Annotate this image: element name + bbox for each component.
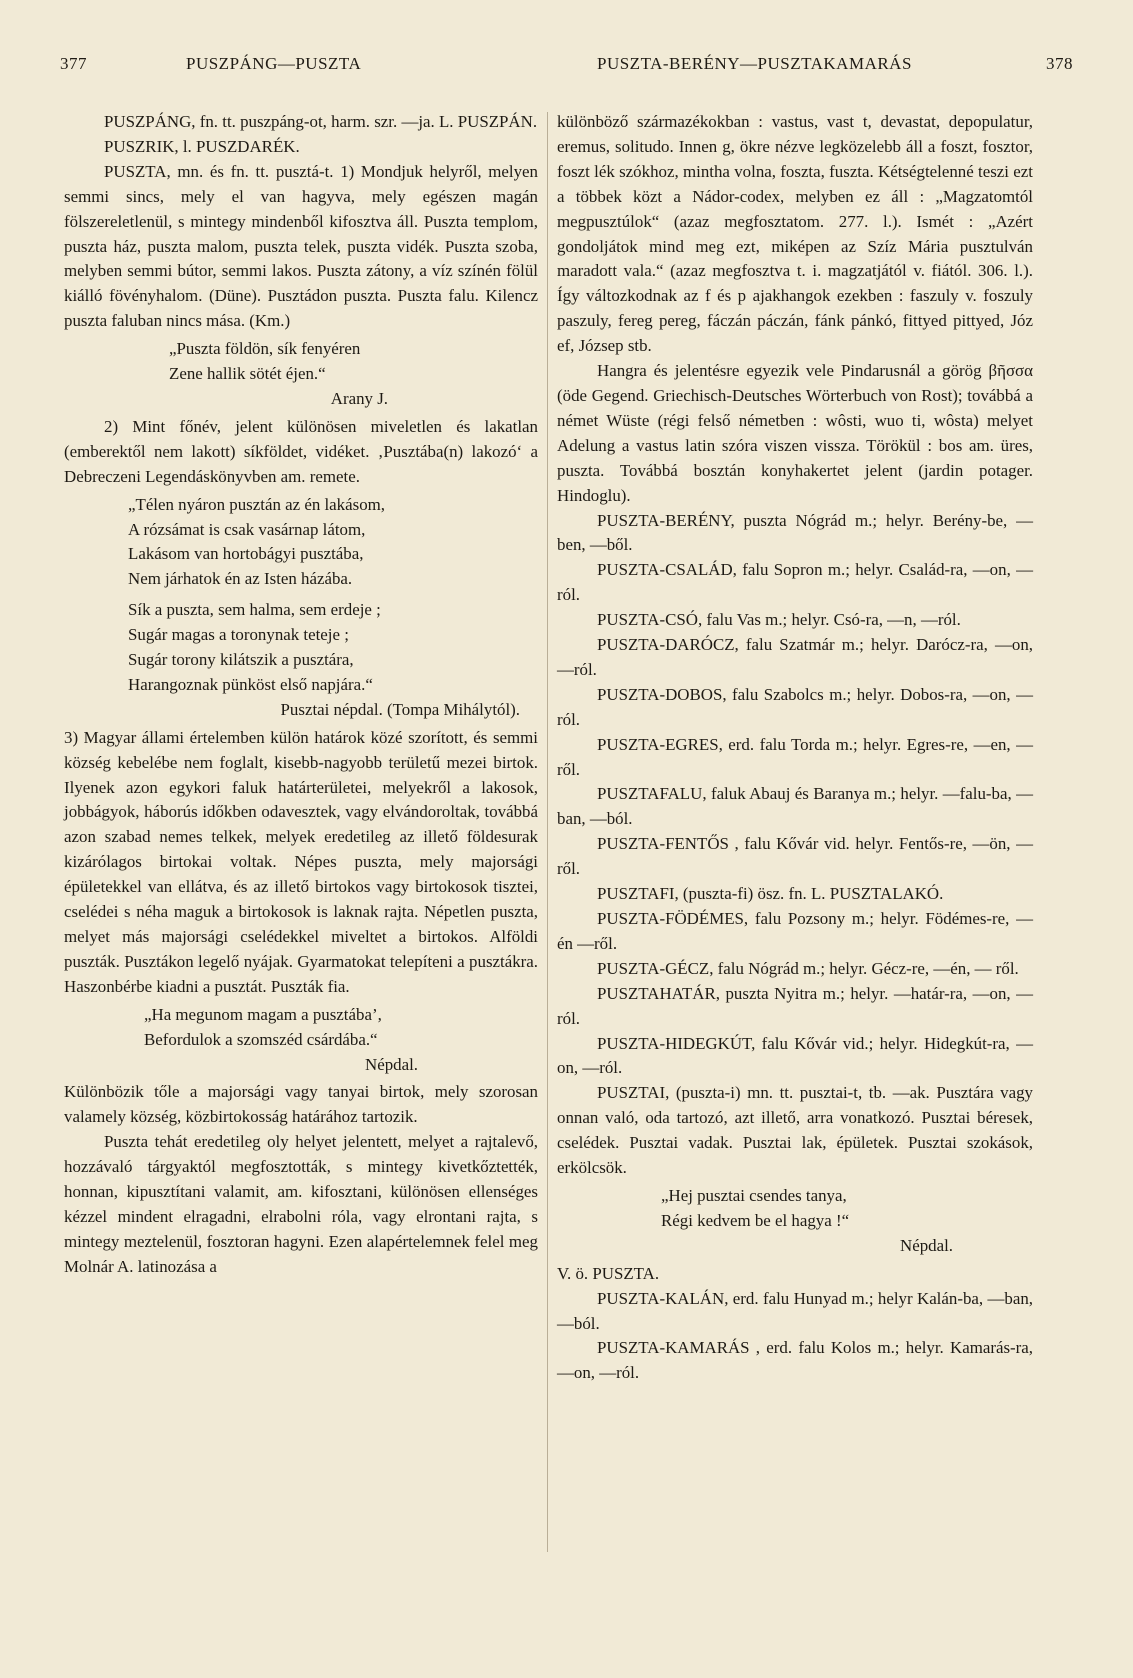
entry-pusztai: PUSZTAI, (puszta-i) mn. tt. pusztai-t, tb. —ak. Pusztára vagy onnan való, oda tartozó, azt illető, arra vonatkozó. Pusztai béresek, cselédek. Pusztai vadak. Pusztai lak, épületek. Pusztai szokások, erkölcsök. (557, 1083, 1033, 1178)
verse-line: Zene hallik sötét éjen.“ (169, 364, 326, 384)
entry-puszta-definition-3: 3) Magyar állami értelemben külön határok közé szorított, és semmi község kebelébe nem foglalt, kisebb-nagyobb területű mezei birtok. Ilyenek azon egykori faluk határterületei, melyekről a lakosok, jobbágyok, háborús időkben odavesztek, vagy elvándoroltak, továbbá azon szabad nemes telkek, melyek eredetileg az illető földesurak kizárólagos birtokai voltak. Népes puszta, mely majorsági épületekkel van ellátva, és az illető birtokos vagy birtokosok tisztei, cselédei s néha maguk a birtokosok is laknak rajta. Népetlen puszta, melyet más majorsági cselédekkel miveltet a birtokos. Alföldi puszták. Pusztákon legelő nyájak. Gyarmatokat telepíteni a pusztákra. Haszonbérbe kiadni a pusztát. Puszták fia. (64, 727, 538, 996)
entry-puszta-kalan: PUSZTA-KALÁN, erd. falu Hunyad m.; helyr Kalán-ba, —ban, —ból. (557, 1288, 1033, 1333)
verse-line: Nem járhatok én az Isten házába. (128, 569, 353, 589)
entry-puszta-fentos: PUSZTA-FENTŐS , falu Kővár vid. helyr. Fentős-re, —ön, — ről. (557, 834, 1033, 879)
entry-puszta-kamaras: PUSZTA-KAMARÁS , erd. falu Kolos m.; helyr. Kamarás-ra, —on, —ról. (557, 1338, 1033, 1383)
entry-puszta-dobos: PUSZTA-DOBOS, falu Szabolcs m.; helyr. Dobos-ra, —on, —ról. (557, 684, 1033, 729)
entry-pusztafi: PUSZTAFI, (puszta-fi) ösz. fn. L. PUSZTALAKÓ. (597, 884, 944, 904)
entry-puszta-hidegkut: PUSZTA-HIDEGKÚT, falu Kővár vid.; helyr. Hidegkút-ra, — on, —ról. (557, 1033, 1033, 1078)
verse-line: A rózsámat is csak vasárnap látom, (128, 519, 366, 539)
column-divider (547, 112, 548, 1552)
verse-line: Harangoznak pünköst első napjára.“ (128, 674, 373, 694)
entry-pusztahatar: PUSZTAHATÁR, puszta Nyitra m.; helyr. —határ-ra, —on, —ról. (557, 983, 1033, 1028)
left-column (64, 110, 538, 1280)
entry-puszta-definition-1: PUSZTA, mn. és fn. tt. pusztá-t. 1) Mondjuk helyről, melyen semmi sincs, mely el van hagyva, mely egészen magán fölszereletlenül, s mintegy mindenből kifosztva áll. Puszta templom, puszta ház, puszta malom, puszta telek, puszta vidék. Puszta szoba, melyben semmi bútor, semmi lakos. Puszta zátony, a víz színén fölül kiálló fövényhalom. (Düne). Pusztádon puszta. Puszta falu. Kilencz puszta faluban nincs mása. (Km.) (64, 161, 538, 331)
left-page-number: 377 (60, 54, 87, 73)
paragraph-kulonbozik: Különbözik tőle a majorsági vagy tanyai birtok, mely szorosan valamely község, közbirtokosság határához tartozik. (64, 1082, 538, 1127)
running-header (60, 54, 1073, 88)
verse-line: Sugár torony kilátszik a pusztára, (128, 650, 354, 670)
entry-puszta-definition-2: 2) Mint főnév, jelent különösen miveletlen és lakatlan (emberektől nem lakott) síkföldet, vidéket. ‚Pusztába(n) lakozó‘ a Debreczeni Legendáskönyvben am. remete. (64, 416, 538, 486)
entry-puszta-darocz: PUSZTA-DARÓCZ, falu Szatmár m.; helyr. Darócz-ra, —on, —ról. (557, 635, 1033, 679)
verse-arany (64, 337, 538, 412)
verse-source: Népdal. (365, 1054, 418, 1074)
paragraph-continuation: különböző származékokban : vastus, vast t, devastat, depopulatur, eremus, solitudo. Innen g, ökre nézve legközelebb áll a foszt, fosztor, foszt lék szókhoz, mintha volna, foszta, fuszta. Kétségtelenné teszi ezt a többek közt a Nádor-codex, melyben ez áll : „Magzatomtól megpusztúlok“ (azaz megfosztatom. 277. l.). Ismét : „Azért gondoljátok mind meg ezt, miképen az Szíz Mária pusztulván maradott vala.“ (azaz megfosztva t. i. magzatjától v. fiától. 306. l.). Így változkodnak az f és p ajakhangok ezekben : faszuly v. foszuly paszuly, fereg pereg, fáczán páczán, fánk pánkó, fittyed pittyed, Józ ef, Józsep stb. (557, 112, 1033, 356)
right-running-title: PUSZTA-BERÉNY—PUSZTAKAMARÁS (597, 54, 912, 73)
entry-puszta-egres: PUSZTA-EGRES, erd. falu Torda m.; helyr. Egres-re, —en, — ről. (557, 734, 1033, 779)
verse-line: Sugár magas a toronynak teteje ; (128, 625, 349, 645)
verse-line: „Télen nyáron pusztán az én lakásom, (128, 494, 386, 514)
verse-source: Arany J. (330, 388, 388, 408)
verse-source: Pusztai népdal. (Tompa Mihálytól). (280, 699, 520, 719)
verse-line: Lakásom van hortobágyi pusztába, (128, 544, 364, 564)
entry-puszta-csalad: PUSZTA-CSALÁD, falu Sopron m.; helyr. Család-ra, —on, —ról. (557, 560, 1033, 605)
verse-line: Régi kedvem be el hagya !“ (661, 1210, 850, 1230)
verse-line: „Hej pusztai csendes tanya, (661, 1185, 847, 1205)
paragraph-hangra: Hangra és jelentésre egyezik vele Pindarusnál a görög βῆσσα (öde Gegend. Griechisch-Deutsches Wörterbuch von Rost); továbbá a német Wüste (régi felső németben : wôsti, wuo ti, wôsta) melyet Adelung a vastus latin szóra viszen vissza. Törökül : bos am. üres, puszta. Továbbá bosztán konyhakertet jelent (jardin potager. Hindoglu). (557, 361, 1033, 505)
entry-puszta-fodemes: PUSZTA-FÖDÉMES, falu Pozsony m.; helyr. Födémes-re, —én —ről. (557, 909, 1033, 953)
entry-puszta-cso: PUSZTA-CSÓ, falu Vas m.; helyr. Csó-ra, —n, —ról. (597, 610, 961, 630)
verse-nepdal-3 (557, 1184, 1033, 1259)
verse-line: Befordulok a szomszéd csárdába.“ (144, 1029, 378, 1049)
paragraph-puszta-tehat: Puszta tehát eredetileg oly helyet jelentett, melyet a rajtalevő, hozzávaló tárgyaktól megfosztották, s mintegy kivetkőztették, honnan, kipusztítani valamit, am. kifosztani, különösen ellenséges kézzel mindent elragadni, elrabolni róla, vagy elrontani rajta, s mintegy meztelenül, fosztoran hagyni. Ezen alapértelemnek felel meg Molnár A. latinozása a (64, 1132, 538, 1276)
verse-nepdal-2 (64, 1003, 538, 1078)
verse-nepdal-1 (64, 493, 538, 723)
verse-source: Népdal. (900, 1235, 953, 1255)
verse-line: „Ha megunom magam a pusztába’, (144, 1004, 382, 1024)
entry-pusztafalu: PUSZTAFALU, faluk Abauj és Baranya m.; helyr. —falu-ba, —ban, —ból. (557, 784, 1033, 829)
right-column (557, 110, 1033, 1386)
entry-puszta-gecz: PUSZTA-GÉCZ, falu Nógrád m.; helyr. Gécz-re, —én, — ről. (597, 958, 1019, 978)
verse-line: Sík a puszta, sem halma, sem erdeje ; (128, 600, 381, 620)
entry-puszrik: PUSZRIK, l. PUSZDARÉK. (104, 136, 300, 156)
left-running-title: PUSZPÁNG—PUSZTA (186, 54, 362, 73)
right-page-number: 378 (1046, 54, 1073, 73)
verse-line: „Puszta földön, sík fenyéren (169, 339, 361, 359)
cross-reference-puszta: V. ö. PUSZTA. (557, 1263, 660, 1283)
entry-puszta-bereny: PUSZTA-BERÉNY, puszta Nógrád m.; helyr. Berény-be, —ben, —ből. (557, 510, 1033, 555)
entry-puszpang: PUSZPÁNG, fn. tt. puszpáng-ot, harm. szr. —ja. L. PUSZPÁN. (104, 112, 538, 131)
